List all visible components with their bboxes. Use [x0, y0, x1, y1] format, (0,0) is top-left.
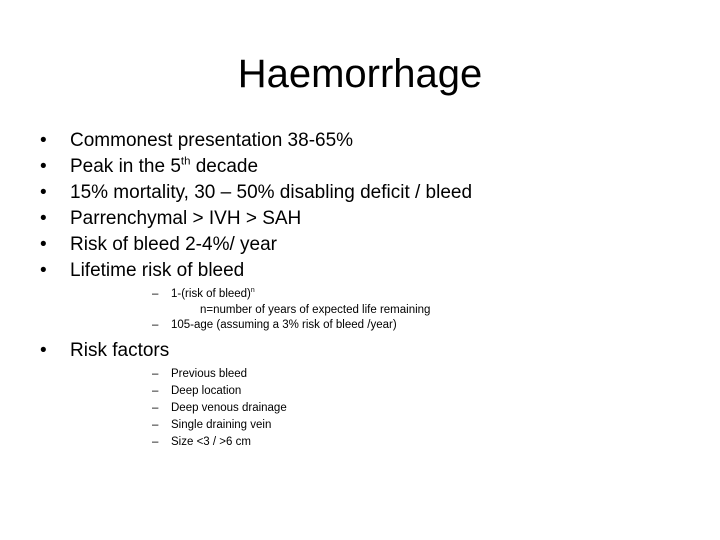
bullet-text-suffix: decade	[190, 156, 259, 177]
risk-factor-item	[40, 417, 700, 434]
bullet-peak-decade	[40, 154, 700, 180]
bullet-text: Risk factors	[70, 340, 170, 361]
sub-marker: –	[152, 368, 159, 380]
bullet-lifetime-risk	[40, 258, 700, 284]
bullet-marker: •	[40, 130, 47, 151]
risk-factor-item	[40, 434, 700, 451]
sub-marker: –	[152, 402, 159, 414]
bullet-marker: •	[40, 340, 47, 361]
bullet-parenchymal	[40, 206, 700, 232]
bullet-risk-of-bleed	[40, 232, 700, 258]
bullet-text: Lifetime risk of bleed	[70, 260, 245, 281]
risk-factor-text: Deep venous drainage	[171, 402, 287, 414]
risk-factor-text: Previous bleed	[171, 368, 248, 380]
bullet-text: Commonest presentation 38-65%	[70, 130, 354, 151]
bullet-marker: •	[40, 182, 47, 203]
sub-marker: –	[152, 419, 159, 431]
formula-text: 1-(risk of bleed)	[171, 288, 251, 300]
sub-item-text: 105-age (assuming a 3% risk of bleed /year)	[171, 319, 397, 331]
formula-note: n=number of years of expected life remaining	[200, 304, 431, 316]
bullet-marker: •	[40, 208, 47, 229]
bullet-marker: •	[40, 156, 47, 177]
bullet-text: Risk of bleed 2-4%/ year	[70, 234, 277, 255]
sub-item-age	[40, 317, 700, 334]
risk-factor-text: Single draining vein	[171, 419, 272, 431]
risk-factor-text: Deep location	[171, 385, 242, 397]
bullet-list	[40, 128, 700, 451]
bullet-commonest-presentation	[40, 128, 700, 154]
risk-factor-item	[40, 366, 700, 383]
bullet-mortality	[40, 180, 700, 206]
sub-item-formula	[40, 286, 700, 303]
bullet-marker: •	[40, 234, 47, 255]
bullet-text: Parrenchymal > IVH > SAH	[70, 208, 302, 229]
bullet-text: 15% mortality, 30 – 50% disabling deficit / bleed	[70, 182, 473, 203]
risk-factor-item	[40, 400, 700, 417]
sub-marker: –	[152, 385, 159, 397]
superscript-th: th	[180, 155, 191, 168]
bullet-marker: •	[40, 260, 47, 281]
formula-exponent: n	[250, 287, 255, 295]
slide-title: Haemorrhage	[237, 52, 483, 96]
risk-factor-item	[40, 383, 700, 400]
bullet-text: Peak in the 5	[70, 156, 181, 177]
risk-factor-text: Size <3 / >6 cm	[171, 436, 251, 448]
sub-marker: –	[152, 288, 159, 300]
sub-marker: –	[152, 319, 159, 331]
sub-marker: –	[152, 436, 159, 448]
bullet-risk-factors	[40, 338, 700, 364]
